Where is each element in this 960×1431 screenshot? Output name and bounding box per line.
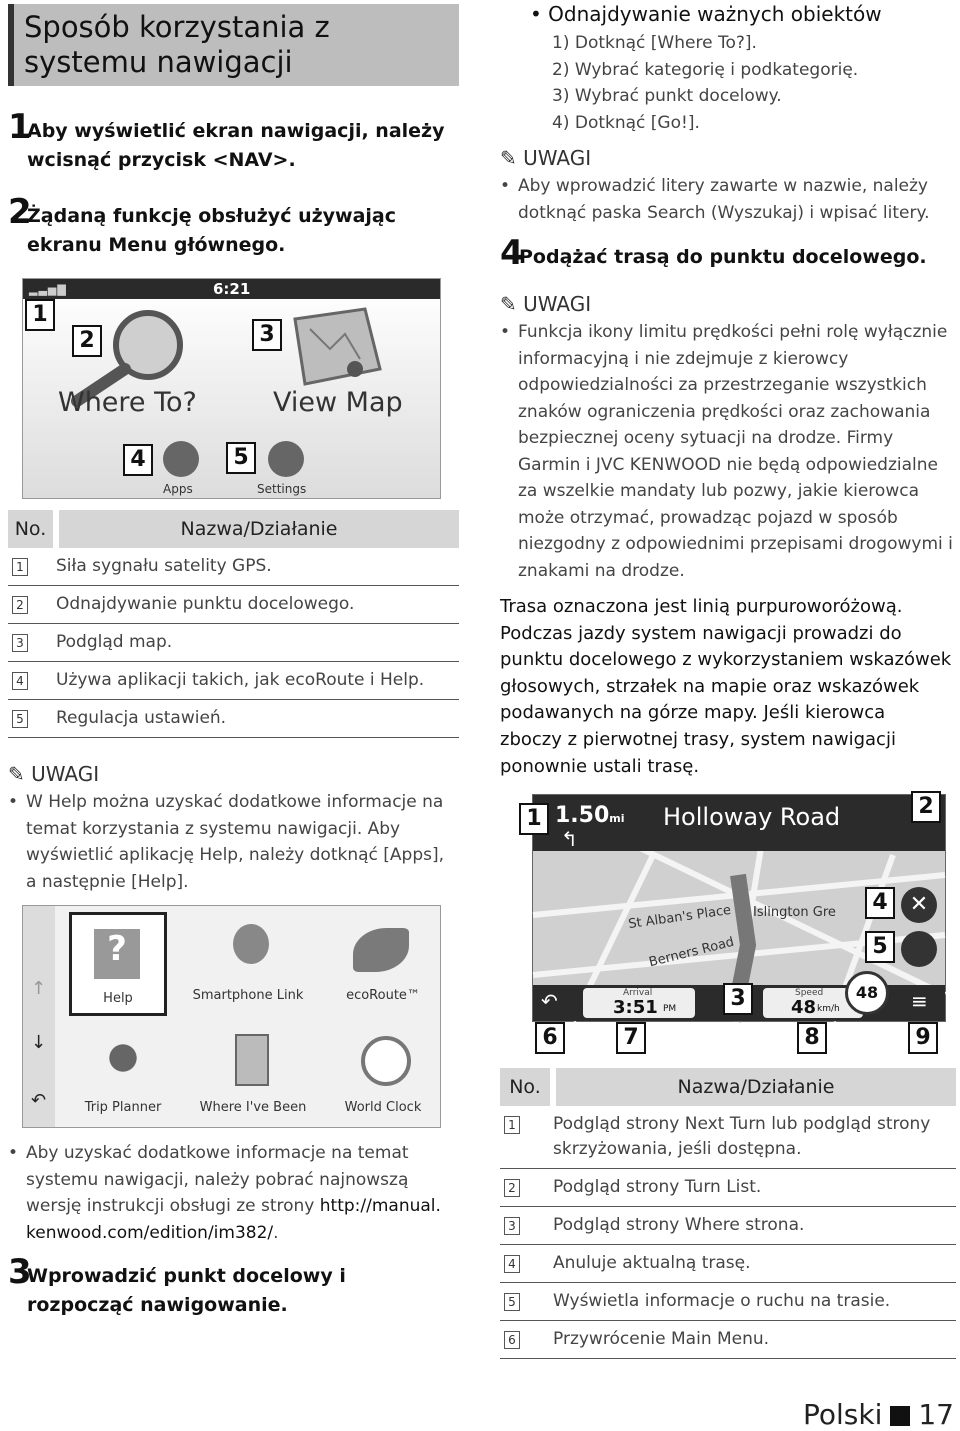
street-label: Berners Road <box>647 934 736 971</box>
table-row: 1 Podgląd strony Next Turn lub podgląd strony skrzyżowania, jeśli dostępna. <box>500 1106 956 1169</box>
footer-language: Polski <box>802 1398 883 1431</box>
step-number: 1 <box>8 107 32 147</box>
trip-planner-icon[interactable] <box>98 1036 148 1080</box>
street-label: St Alban's Place <box>627 902 733 933</box>
page-number: 17 <box>918 1398 954 1431</box>
view-map-label[interactable]: View Map <box>273 387 403 418</box>
step-4 <box>500 233 956 273</box>
table-row: 3 Podgląd strony Where strona. <box>500 1207 956 1245</box>
table-menu-items <box>8 510 459 738</box>
footer-square-icon <box>890 1406 910 1426</box>
step-2 <box>8 192 448 260</box>
table-row: 3 Podgląd map. <box>8 624 459 662</box>
callout-3: 3 <box>723 983 753 1015</box>
note-heading: ✎ UWAGI <box>8 762 100 786</box>
callout-1: 1 <box>25 299 55 331</box>
find-objects-heading: • Odnajdywanie ważnych obiektów <box>530 2 882 26</box>
table-row: 5 Wyświetla informacje o ruchu na trasie. <box>500 1283 956 1321</box>
where-ive-been-label[interactable]: Where I've Been <box>199 1100 307 1115</box>
list-item: 2) Wybrać kategorię i podkategorię. <box>552 59 859 80</box>
scroll-up-icon[interactable]: ↑ <box>31 978 47 999</box>
ecoroute-label[interactable]: ecoRoute™ <box>346 988 420 1003</box>
settings-icon[interactable] <box>268 441 304 477</box>
view-map-icon[interactable] <box>285 309 385 389</box>
settings-label[interactable]: Settings <box>257 482 307 496</box>
note-heading: ✎ UWAGI <box>500 146 592 170</box>
table-row: 6 Przywrócenie Main Menu. <box>500 1321 956 1359</box>
callout-4: 4 <box>865 887 895 919</box>
note-2: • Aby uzyskać dodatkowe informacje na temat systemu nawigacji, należy pobrać najnowszą wersję instrukcji obsługi ze strony http://manual.kenwood.com/edition/im382/. <box>8 1140 448 1246</box>
arrival-field[interactable]: Arrival 3:51 PM <box>583 988 695 1018</box>
apps-icon[interactable] <box>163 441 199 477</box>
header-name: Nazwa/Działanie <box>553 1068 956 1106</box>
world-clock-icon[interactable] <box>361 1036 411 1086</box>
find-objects-steps <box>552 30 858 136</box>
help-tile[interactable] <box>69 912 167 1016</box>
back-icon[interactable]: ↶ <box>31 1090 47 1111</box>
table-row: 5 Regulacja ustawień. <box>8 700 459 738</box>
world-clock-label[interactable]: World Clock <box>344 1100 422 1115</box>
step-number: 4 <box>500 233 524 273</box>
main-menu-screenshot <box>22 278 441 499</box>
callout-2: 2 <box>72 325 102 357</box>
list-item: 4) Dotknąć [Go!]. <box>552 112 700 133</box>
callout-3: 3 <box>252 319 282 351</box>
callout-7: 7 <box>616 1022 646 1054</box>
step-text: Żądaną funkcję obsłużyć używając ekranu Menu głównego. <box>27 205 397 256</box>
apps-sidebar <box>23 906 55 1127</box>
callout-2: 2 <box>911 791 941 823</box>
turn-banner[interactable] <box>533 795 945 851</box>
speed-field[interactable]: Speed 48 km/h <box>763 988 863 1018</box>
where-to-label[interactable]: Where To? <box>58 387 197 418</box>
cancel-route-icon[interactable]: ✕ <box>901 887 937 923</box>
header-name: Nazwa/Działanie <box>56 510 459 548</box>
map-screenshot <box>526 794 946 1022</box>
trip-planner-label[interactable]: Trip Planner <box>84 1100 162 1115</box>
page-footer <box>803 1398 954 1431</box>
road-name: Holloway Road <box>663 803 841 831</box>
table-row: 4 Anuluje aktualną trasę. <box>500 1245 956 1283</box>
step-number: 3 <box>8 1252 32 1292</box>
back-icon[interactable]: ↶ <box>541 989 558 1013</box>
table-row: 1 Siła sygnału satelity GPS. <box>8 548 459 586</box>
step-1 <box>8 107 448 175</box>
help-icon: ? <box>94 929 140 979</box>
callout-6: 6 <box>535 1022 565 1054</box>
route-description: Trasa oznaczona jest linią purpuroworóżową. Podczas jazdy system nawigacji prowadzi do punktu docelowego z wykorzystaniem wskazówek głosowych, strzałek na mapie oraz wskazówek podawanych na górze mapy. Jeśli kierowca zboczy z pierwotnej trasy, system nawigacji ponownie ustali trasę. <box>500 596 952 777</box>
note-heading: ✎ UWAGI <box>500 292 592 316</box>
list-item: 3) Wybrać punkt docelowy. <box>552 86 782 106</box>
table-row: 2 Podgląd strony Turn List. <box>500 1169 956 1207</box>
callout-4: 4 <box>123 444 153 476</box>
scroll-down-icon[interactable]: ↓ <box>31 1032 47 1053</box>
step-text: Podążać trasą do punktu docelowego. <box>519 246 927 268</box>
step-text: Aby wyświetlić ekran nawigacji, należy wcisnąć przycisk <NAV>. <box>27 120 445 171</box>
help-label: Help <box>103 991 133 1006</box>
apps-label[interactable]: Apps <box>163 482 193 496</box>
signal-bars-icon: ▂▃▅▇ <box>29 283 67 296</box>
speed-limit-sign: 48 <box>845 971 889 1015</box>
table-row: 4 Używa aplikacji takich, jak ecoRoute i Help. <box>8 662 459 700</box>
note-4: • Funkcja ikony limitu prędkości pełni rolę wyłącznie informacyjną i nie zdejmuje z kierowcy odpowiedzialności za przestrzeganie wszystkich znaków ograniczenia prędkości oraz zachowania bezpiecznej oceny sytuacji na drodze. Firmy Garmin i JVC KENWOOD nie będą odpowiedzialne za wszelkie mandaty lub pozwy, jakie kierowca może otrzymać, prowadząc pojazd w sposób niezgodny z odpowiednimi przepisami drogowymi i znakami na drodze. <box>500 319 956 584</box>
table-map-items <box>500 1068 956 1359</box>
street-label: Islington Gre <box>753 905 836 920</box>
page-title: Sposób korzystania z systemu nawigacji <box>8 4 459 86</box>
menu-icon[interactable]: ≡ <box>911 989 928 1013</box>
callout-1: 1 <box>519 803 549 835</box>
where-ive-been-icon[interactable] <box>235 1034 269 1086</box>
clock: 6:21 <box>213 280 251 298</box>
step-text: Wprowadzić punkt docelowy i rozpocząć nawigowanie. <box>27 1265 346 1316</box>
table-row: 2 Odnajdywanie punktu docelowego. <box>8 586 459 624</box>
turn-distance: 1.50mi <box>555 803 625 828</box>
callout-5: 5 <box>226 442 256 474</box>
smartphone-link-label[interactable]: Smartphone Link <box>192 988 304 1003</box>
callout-8: 8 <box>797 1022 827 1054</box>
list-item: 1) Dotknąć [Where To?]. <box>552 33 757 53</box>
header-no: No. <box>8 510 56 548</box>
ecoroute-icon[interactable] <box>353 928 409 972</box>
note-3: • Aby wprowadzić litery zawarte w nazwie, należy dotknąć paska Search (Wyszukaj) i wpisać litery. <box>500 173 950 226</box>
callout-5: 5 <box>865 931 895 963</box>
header-no: No. <box>500 1068 553 1106</box>
note-1: • W Help można uzyskać dodatkowe informacje na temat korzystania z systemu nawigacji. Aby wyświetlić aplikację Help, należy dotknąć [Apps], a następnie [Help]. <box>8 789 448 895</box>
traffic-icon[interactable] <box>901 931 937 967</box>
turn-arrow-icon: ↰ <box>561 827 578 851</box>
step-number: 2 <box>8 192 32 232</box>
callout-9: 9 <box>908 1022 938 1054</box>
manual-link[interactable]: http://manual.kenwood.com/edition/im382/ <box>26 1196 441 1243</box>
apps-screenshot <box>22 905 441 1128</box>
step-3 <box>8 1252 458 1320</box>
smartphone-link-icon[interactable] <box>233 924 269 964</box>
status-bar <box>23 279 440 299</box>
